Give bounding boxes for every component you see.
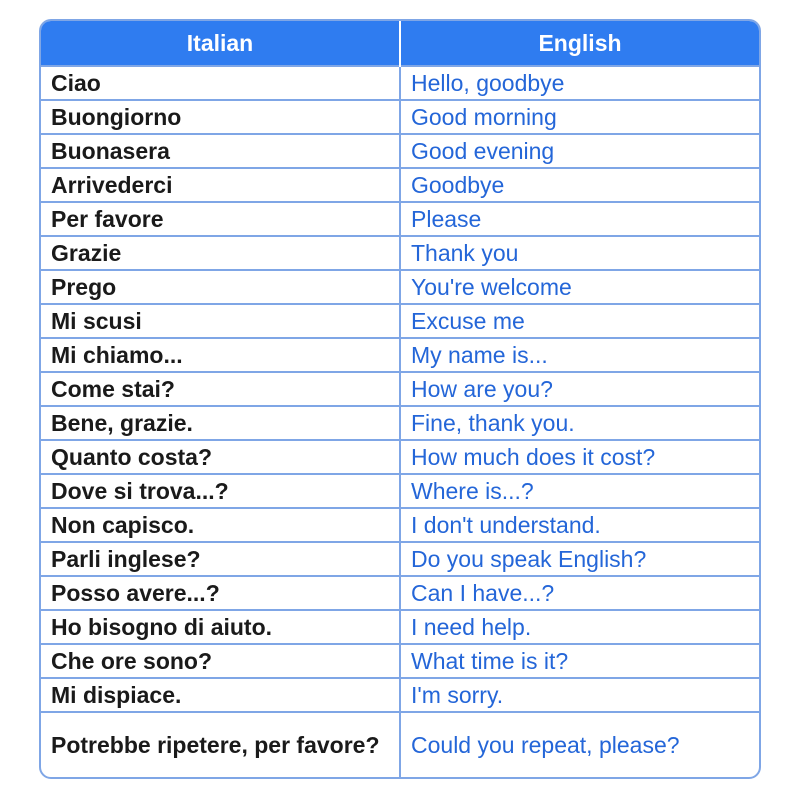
table-row — [41, 134, 759, 168]
italian-cell: Per favore — [41, 202, 400, 236]
italian-cell: Potrebbe ripetere, per favore? — [41, 712, 400, 777]
table-row — [41, 474, 759, 508]
table-row — [41, 66, 759, 100]
english-cell: Can I have...? — [400, 576, 759, 610]
english-cell: I'm sorry. — [400, 678, 759, 712]
table-row — [41, 406, 759, 440]
table-row — [41, 202, 759, 236]
italian-cell: Non capisco. — [41, 508, 400, 542]
italian-cell: Mi dispiace. — [41, 678, 400, 712]
english-cell: Goodbye — [400, 168, 759, 202]
table-row — [41, 100, 759, 134]
phrase-table — [41, 21, 759, 777]
english-cell: What time is it? — [400, 644, 759, 678]
italian-cell: Ho bisogno di aiuto. — [41, 610, 400, 644]
table-row — [41, 542, 759, 576]
table-row — [41, 610, 759, 644]
english-cell: I need help. — [400, 610, 759, 644]
english-cell: Where is...? — [400, 474, 759, 508]
english-cell: Fine, thank you. — [400, 406, 759, 440]
italian-cell: Quanto costa? — [41, 440, 400, 474]
header-italian: Italian — [41, 21, 400, 66]
english-cell: My name is... — [400, 338, 759, 372]
italian-cell: Che ore sono? — [41, 644, 400, 678]
table-row — [41, 372, 759, 406]
italian-cell: Buonasera — [41, 134, 400, 168]
english-cell: You're welcome — [400, 270, 759, 304]
table-row — [41, 338, 759, 372]
english-cell: Thank you — [400, 236, 759, 270]
italian-cell: Prego — [41, 270, 400, 304]
italian-cell: Dove si trova...? — [41, 474, 400, 508]
english-cell: Hello, goodbye — [400, 66, 759, 100]
english-cell: Please — [400, 202, 759, 236]
phrase-table-container — [39, 19, 761, 779]
italian-cell: Bene, grazie. — [41, 406, 400, 440]
english-cell: Could you repeat, please? — [400, 712, 759, 777]
italian-cell: Posso avere...? — [41, 576, 400, 610]
italian-cell: Parli inglese? — [41, 542, 400, 576]
italian-cell: Mi chiamo... — [41, 338, 400, 372]
table-row — [41, 304, 759, 338]
italian-cell: Ciao — [41, 66, 400, 100]
italian-cell: Arrivederci — [41, 168, 400, 202]
table-row — [41, 508, 759, 542]
english-cell: I don't understand. — [400, 508, 759, 542]
english-cell: Good evening — [400, 134, 759, 168]
table-row — [41, 440, 759, 474]
table-row — [41, 270, 759, 304]
english-cell: How much does it cost? — [400, 440, 759, 474]
english-cell: How are you? — [400, 372, 759, 406]
table-row — [41, 712, 759, 777]
italian-cell: Buongiorno — [41, 100, 400, 134]
english-cell: Good morning — [400, 100, 759, 134]
table-row — [41, 236, 759, 270]
header-english: English — [400, 21, 759, 66]
table-row — [41, 168, 759, 202]
table-row — [41, 644, 759, 678]
english-cell: Do you speak English? — [400, 542, 759, 576]
italian-cell: Grazie — [41, 236, 400, 270]
english-cell: Excuse me — [400, 304, 759, 338]
table-header-row — [41, 21, 759, 66]
table-row — [41, 678, 759, 712]
table-row — [41, 576, 759, 610]
italian-cell: Mi scusi — [41, 304, 400, 338]
italian-cell: Come stai? — [41, 372, 400, 406]
